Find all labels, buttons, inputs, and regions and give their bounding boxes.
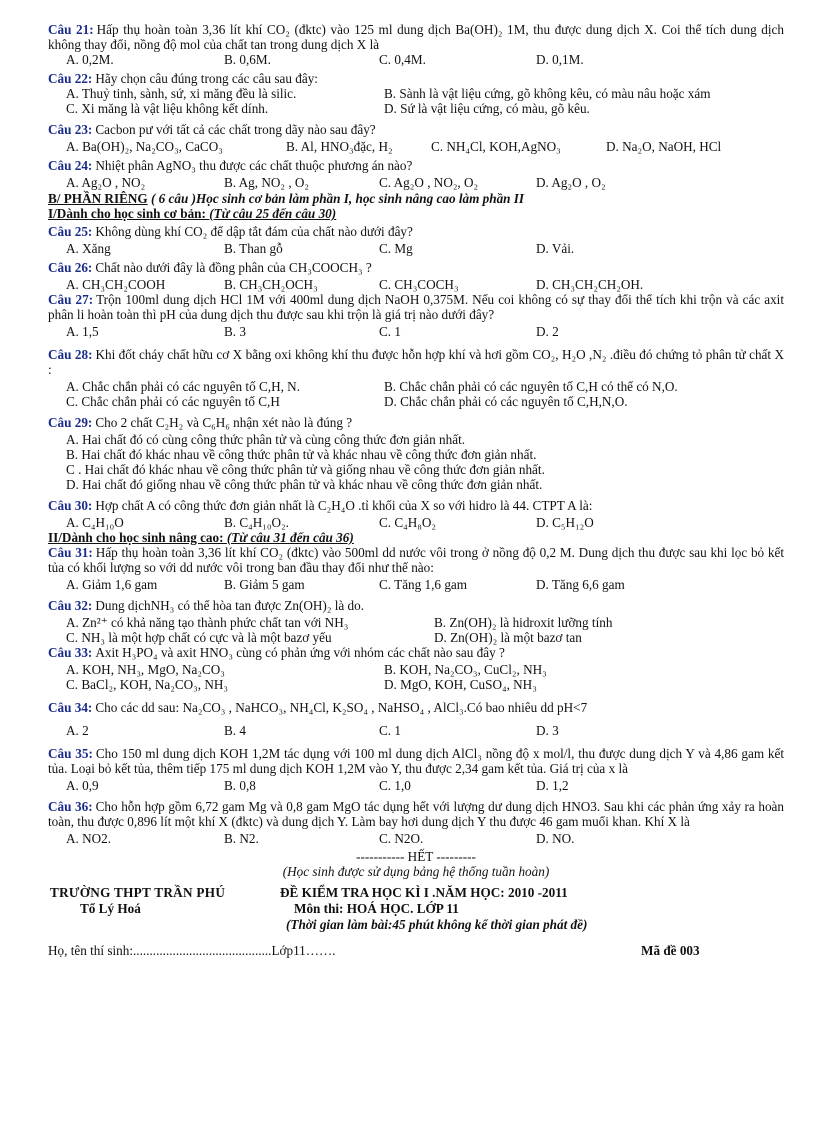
option-c: C. 1,0 <box>379 778 411 793</box>
question-stem: Axit H₃PO₄ và axit HNO₃ cùng có phản ứng với nhóm các chất nào sau đây ? <box>95 645 505 660</box>
option-c: C. Mg <box>379 241 413 256</box>
question-stem: Khi đốt cháy chất hữu cơ X bằng oxi không khí thu được hỗn hợp khí và hơi gồm CO₂, H₂O ,N₂ .điều đó chứng tỏ phân tử chất X : <box>48 347 785 377</box>
exam-page <box>48 22 785 958</box>
question-31 <box>48 545 784 592</box>
option-b: B. CH₃CH₂OCH₃ <box>224 277 318 292</box>
question-label: Câu 22: <box>48 71 93 86</box>
option-c: C . Hai chất đó khác nhau về công thức phân tử và giống nhau về công thức đơn giản nhất. <box>66 462 545 477</box>
option-a: A. C₄H₁₀O <box>66 515 124 530</box>
option-a: A. 0,2M. <box>66 52 114 67</box>
question-stem: Hấp thụ hoàn toàn 3,36 lít khí CO₂ (đktc) vào 125 ml dung dịch Ba(OH)₂ 1M, thu được dung dịch X. Coi thể tích dung dịch không thay đổi, nồng độ mol của chất tan trong dung dịch X là <box>48 22 785 52</box>
option-b: B. Sành là vật liệu cứng, gõ không kêu, có màu nâu hoặc xám <box>384 86 711 101</box>
option-b: B. 4 <box>224 723 246 738</box>
question-29 <box>48 415 784 492</box>
option-a: A. Giảm 1,6 gam <box>66 577 158 592</box>
option-c: C. C₄H₈O₂ <box>379 515 437 530</box>
question-21 <box>48 22 784 67</box>
question-label: Câu 34: <box>48 700 93 715</box>
end-marker: ----------- HẾT --------- <box>356 849 476 864</box>
question-label: Câu 28: <box>48 347 93 362</box>
question-label: Câu 35: <box>48 746 93 761</box>
question-label: Câu 26: <box>48 260 93 275</box>
option-d: D. 2 <box>536 324 559 339</box>
option-b: B. 0,8 <box>224 778 256 793</box>
question-stem: Cacbon pư với tất cả các chất trong dãy nào sau đây? <box>95 122 376 137</box>
option-c: C. Xi măng là vật liệu không kết dính. <box>66 101 269 116</box>
question-label: Câu 32: <box>48 598 93 613</box>
option-b: B. C₄H₁₀O₂. <box>224 515 289 530</box>
option-c: C. Ag₂O , NO₂, O₂ <box>379 175 479 190</box>
option-a: A. Hai chất đó có cùng công thức phân tử và cùng công thức đơn giản nhất. <box>66 432 466 447</box>
option-d: D. Hai chất đó giống nhau về công thức phân tử và khác nhau về công thức đơn giản nhất. <box>66 477 543 492</box>
question-32 <box>48 598 784 645</box>
question-30 <box>48 498 784 530</box>
option-a: A. NO2. <box>66 831 112 846</box>
question-27 <box>48 292 784 339</box>
question-34 <box>48 700 784 738</box>
option-b: B. N2. <box>224 831 259 846</box>
option-d: D. C₅H₁₂O <box>536 515 594 530</box>
option-c: C. CH₃COCH₃ <box>379 277 459 292</box>
question-stem: Cho 150 ml dung dịch KOH 1,2M tác dụng với 100 ml dung dịch AlCl₃ nồng độ x mol/l, thu được dung dịch Y và 4,86 gam kết tủa. Loại bỏ kết tủa, thêm tiếp 175 ml dung dịch KOH 1,2M vào Y, thu được 2,34 gam kết tủa. Giá trị của x là <box>48 746 784 776</box>
question-36 <box>48 799 784 846</box>
question-label: Câu 29: <box>48 415 93 430</box>
option-d: D. Sứ là vật liệu cứng, có màu, gõ kêu. <box>384 101 590 116</box>
option-b: B. 0,6M. <box>224 52 271 67</box>
subsection-advanced-title: II/Dành cho học sinh nâng cao: <box>48 530 224 545</box>
question-stem: Nhiệt phân AgNO₃ thu được các chất thuộc phương án nào? <box>95 158 413 173</box>
option-a: A. KOH, NH₃, MgO, Na₂CO₃ <box>66 662 225 677</box>
question-23 <box>48 122 784 154</box>
option-d: D. Na₂O, NaOH, HCl <box>606 139 722 154</box>
option-c: C. 0,4M. <box>379 52 426 67</box>
option-d: D. Ag₂O , O₂ <box>536 175 606 190</box>
option-d: D. CH₃CH₂CH₂OH. <box>536 277 644 292</box>
option-d: D. Zn(OH)₂ là một bazơ tan <box>434 630 582 645</box>
question-label: Câu 36: <box>48 799 93 814</box>
option-c: C. Tăng 1,6 gam <box>379 577 468 592</box>
subsection-advanced <box>48 530 784 545</box>
option-d: D. MgO, KOH, CuSO₄, NH₃ <box>384 677 537 692</box>
department-name: Tổ Lý Hoá <box>80 901 141 916</box>
question-stem: Không dùng khí CO₂ để dập tắt đám của chất nào dưới đây? <box>95 224 413 239</box>
question-22 <box>48 71 784 116</box>
section-b-title: B/ PHẦN RIÊNG <box>48 191 148 206</box>
question-stem: Hấp thụ hoàn toàn 3,36 lít khí CO₂ (đktc) vào 500ml dd nước vôi trong ở nồng độ 0,2 M. Dung dịch thu được sau khi lọc bỏ kết tủa có khối lượng so với dd nước vôi trong ban đầu thay đổi như thế nào: <box>48 545 784 575</box>
option-c: C. NH₃ là một hợp chất có cực và là một bazơ yếu <box>66 630 332 645</box>
option-a: A. CH₃CH₂COOH <box>66 277 166 292</box>
option-b: B. 3 <box>224 324 246 339</box>
option-a: A. Ag₂O , NO₂ <box>66 175 146 190</box>
exam-code: Mã đề 003 <box>641 943 700 958</box>
question-stem: Cho các dd sau: Na₂CO₃ , NaHCO₃, NH₄Cl, K₂SO₄ , NaHSO₄ , AlCl₃.Có bao nhiêu dd pH<7 <box>95 700 588 715</box>
question-label: Câu 24: <box>48 158 93 173</box>
school-name: TRƯỜNG THPT TRẦN PHÚ <box>50 885 226 900</box>
option-c: C. 1 <box>379 723 401 738</box>
option-b: B. KOH, Na₂CO₃, CuCl₂, NH₃ <box>384 662 547 677</box>
subsection-basic-title: I/Dành cho học sinh cơ bản: <box>48 206 206 221</box>
question-label: Câu 33: <box>48 645 93 660</box>
option-c: C. N2O. <box>379 831 424 846</box>
question-stem: Chất nào dưới đây là đồng phân của CH₃COOCH₃ ? <box>95 260 372 275</box>
option-a: A. Xăng <box>66 241 111 256</box>
question-35 <box>48 746 784 793</box>
question-stem: Trộn 100ml dung dịch HCl 1M với 400ml dung dịch NaOH 0,375M. Nếu coi không có sự thay đổi thể tích khi trộn và các axit phân li hoàn toàn thì pH của dung dịch thu được sau khi trộn là giá trị nào dưới đây? <box>48 292 785 322</box>
option-a: A. 1,5 <box>66 324 99 339</box>
option-c: C. NH₄Cl, KOH,AgNO₃ <box>431 139 561 154</box>
question-stem: Dung dịchNH₃ có thể hòa tan được Zn(OH)₂ là do. <box>95 598 365 613</box>
subsection-advanced-range: (Từ câu 31 đến câu 36) <box>226 530 354 545</box>
option-a: A. Ba(OH)₂, Na₂CO₃, CaCO₃ <box>66 139 223 154</box>
subsection-basic <box>48 206 784 221</box>
question-stem: Cho 2 chất C₂H₂ và C₆H₆ nhận xét nào là đúng ? <box>95 415 353 430</box>
option-d: D. Chắc chắn phải có các nguyên tố C,H,N,O. <box>384 394 628 409</box>
option-d: D. 3 <box>536 723 559 738</box>
exam-title: ĐỀ KIỂM TRA HỌC KÌ I .NĂM HỌC: 2010 -2011 <box>280 885 568 900</box>
exam-duration: (Thời gian làm bài:45 phút không kể thời gian phát đề) <box>286 917 588 932</box>
option-b: B. Chắc chắn phải có các nguyên tố C,H có thể có N,O. <box>384 379 678 394</box>
question-label: Câu 21: <box>48 22 94 37</box>
question-33 <box>48 645 784 692</box>
periodic-table-note: (Học sinh được sử dụng bảng hệ thống tuần hoàn) <box>282 864 550 879</box>
option-b: B. Zn(OH)₂ là hidroxit lưỡng tính <box>434 615 613 630</box>
question-stem: Hợp chất A có công thức đơn giản nhất là C₂H₄O .tỉ khối của X so với hidro là 44. CTPT A là: <box>95 498 593 513</box>
question-label: Câu 23: <box>48 122 93 137</box>
subsection-basic-range: (Từ câu 25 đến câu 30) <box>209 206 337 221</box>
option-c: C. BaCl₂, KOH, Na₂CO₃, NH₃ <box>66 677 228 692</box>
section-b-heading <box>48 191 784 206</box>
student-name-line: Họ, tên thí sinh:..........................................Lớp11……. <box>48 943 336 958</box>
option-a: A. Thuỷ tinh, sành, sứ, xi măng đều là silic. <box>66 86 297 101</box>
option-a: A. Zn²⁺ có khả năng tạo thành phức chất tan với NH₃ <box>66 615 349 630</box>
option-d: D. 1,2 <box>536 778 569 793</box>
question-label: Câu 30: <box>48 498 93 513</box>
option-a: A. 0,9 <box>66 778 99 793</box>
option-d: D. NO. <box>536 831 575 846</box>
exam-header-footer <box>48 885 784 958</box>
option-a: A. Chắc chắn phải có các nguyên tố C,H, N. <box>66 379 301 394</box>
question-label: Câu 25: <box>48 224 93 239</box>
option-a: A. 2 <box>66 723 89 738</box>
option-d: D. Tăng 6,6 gam <box>536 577 625 592</box>
option-c: C. Chắc chắn phải có các nguyên tố C,H <box>66 394 280 409</box>
option-d: D. 0,1M. <box>536 52 584 67</box>
question-label: Câu 31: <box>48 545 93 560</box>
option-d: D. Vải. <box>536 241 575 256</box>
question-28 <box>48 347 784 409</box>
section-b-note: ( 6 câu )Học sinh cơ bản làm phần I, học sinh nâng cao làm phần II <box>150 191 525 206</box>
exam-subject: Môn thi: HOÁ HỌC. LỚP 11 <box>294 901 459 916</box>
question-stem: Hãy chọn câu đúng trong các câu sau đây: <box>95 71 318 86</box>
option-b: B. Giảm 5 gam <box>224 577 305 592</box>
question-stem: Cho hỗn hợp gồm 6,72 gam Mg và 0,8 gam MgO tác dụng hết với lượng dư dung dịch HNO3. Sau khi các phản ứng xảy ra hoàn toàn, thu được 0,896 lít một khí X (đktc) và dung dịch Y. Làm bay hơi dung dịch Y thu được 46 gam muối khan. Khí X là <box>48 799 784 829</box>
option-b: B. Al, HNO₃đặc, H₂ <box>286 139 393 154</box>
option-b: B. Hai chất đó khác nhau về công thức phân tử và khác nhau về công thức đơn giản nhất. <box>66 447 537 462</box>
question-25 <box>48 224 784 256</box>
question-24 <box>48 158 784 190</box>
question-label: Câu 27: <box>48 292 94 307</box>
option-b: B. Ag, NO₂ , O₂ <box>224 175 310 190</box>
question-26 <box>48 260 784 292</box>
option-b: B. Than gỗ <box>224 241 283 256</box>
option-c: C. 1 <box>379 324 401 339</box>
